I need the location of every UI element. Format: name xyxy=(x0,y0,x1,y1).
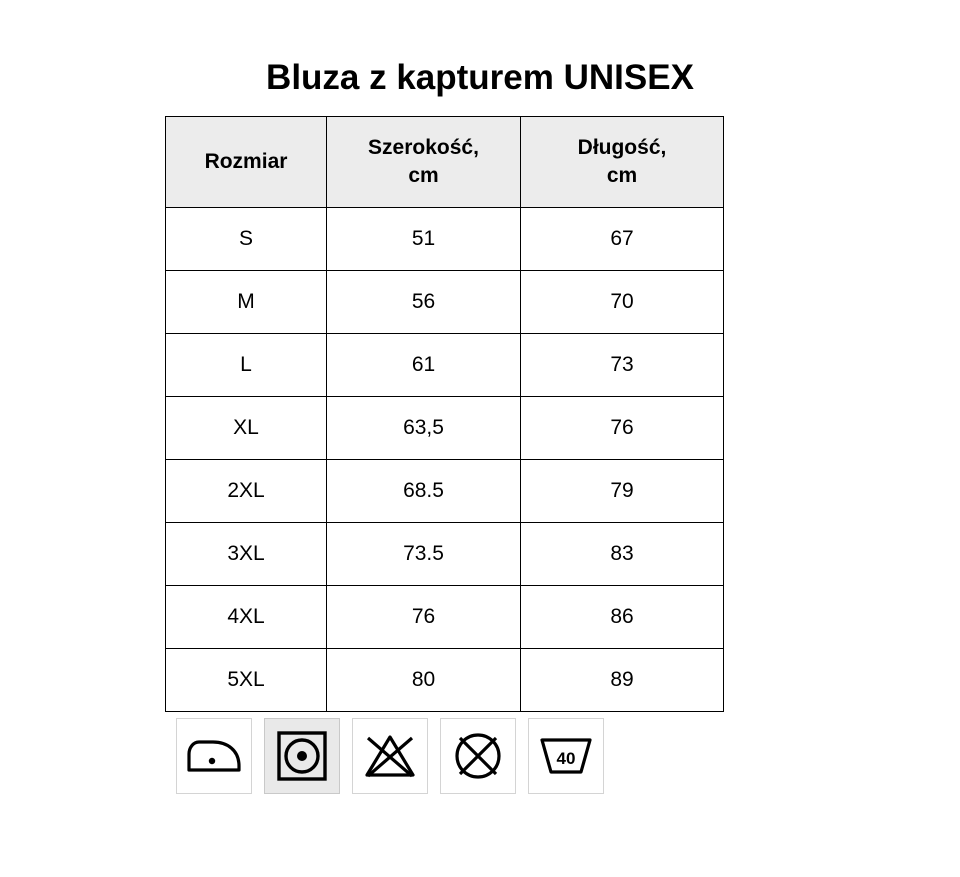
do-not-bleach-icon xyxy=(352,718,428,794)
table-row xyxy=(166,271,724,334)
cell-length: 73 xyxy=(521,334,724,397)
cell-size: 4XL xyxy=(166,586,327,649)
table-row xyxy=(166,208,724,271)
cell-size: 2XL xyxy=(166,460,327,523)
column-header-width-line1: Szerokość, xyxy=(368,135,479,159)
cell-width: 51 xyxy=(327,208,521,271)
do-not-dry-clean-glyph xyxy=(453,731,503,781)
table-row xyxy=(166,523,724,586)
cell-length: 89 xyxy=(521,649,724,712)
wash-temperature-label: 40 xyxy=(556,749,576,768)
cell-length: 67 xyxy=(521,208,724,271)
cell-width: 73.5 xyxy=(327,523,521,586)
table-row xyxy=(166,334,724,397)
cell-length: 76 xyxy=(521,397,724,460)
column-header-size-line1: Rozmiar xyxy=(204,149,288,173)
wash-40-glyph xyxy=(538,734,594,778)
cell-length: 79 xyxy=(521,460,724,523)
cell-size: 5XL xyxy=(166,649,327,712)
cell-width: 63,5 xyxy=(327,397,521,460)
table-row xyxy=(166,460,724,523)
cell-size: S xyxy=(166,208,327,271)
cell-size: M xyxy=(166,271,327,334)
table-body xyxy=(166,208,724,712)
cell-width: 80 xyxy=(327,649,521,712)
care-symbols-row xyxy=(176,718,604,794)
table-row xyxy=(166,397,724,460)
cell-size: L xyxy=(166,334,327,397)
iron-low-heat-icon xyxy=(176,718,252,794)
column-header-width-line2: cm xyxy=(408,164,439,187)
iron-low-heat-glyph xyxy=(185,734,243,778)
tumble-dry-glyph xyxy=(276,730,328,782)
column-header-length xyxy=(521,117,724,208)
cell-width: 61 xyxy=(327,334,521,397)
column-header-length-line1: Długość, xyxy=(577,135,667,159)
cell-length: 83 xyxy=(521,523,724,586)
column-header-width xyxy=(327,117,521,208)
cell-size: 3XL xyxy=(166,523,327,586)
page-title: Bluza z kapturem UNISEX xyxy=(266,58,694,97)
wash-40-icon xyxy=(528,718,604,794)
cell-width: 76 xyxy=(327,586,521,649)
cell-size: XL xyxy=(166,397,327,460)
cell-length: 70 xyxy=(521,271,724,334)
table-row xyxy=(166,586,724,649)
table-header-row xyxy=(166,117,724,208)
do-not-dry-clean-icon xyxy=(440,718,516,794)
column-header-size xyxy=(166,117,327,208)
cell-width: 68.5 xyxy=(327,460,521,523)
do-not-bleach-glyph xyxy=(363,733,417,779)
table-header xyxy=(166,117,724,208)
cell-length: 86 xyxy=(521,586,724,649)
table-row xyxy=(166,649,724,712)
column-header-length-line2: cm xyxy=(606,164,638,187)
tumble-dry-normal-icon xyxy=(264,718,340,794)
cell-width: 56 xyxy=(327,271,521,334)
size-table xyxy=(165,116,724,712)
